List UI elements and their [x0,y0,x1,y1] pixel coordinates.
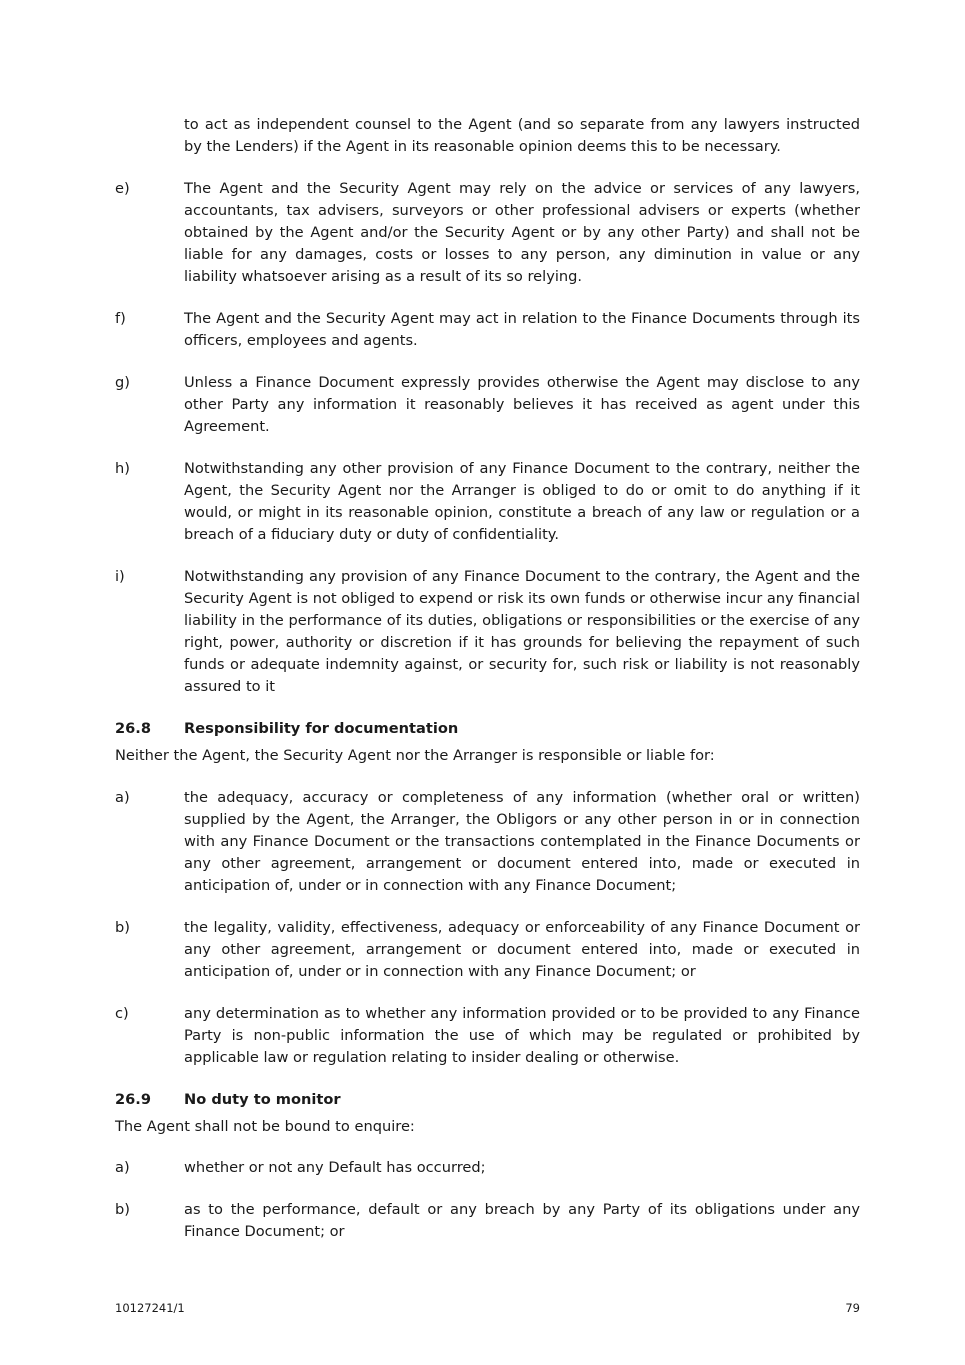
s268-item-a-label: a) [115,789,130,806]
item-f-label: f) [115,310,126,327]
s268-item-a-text: the adequacy, accuracy or completeness of any information (whether oral or written) supplied by the Agent, the Arranger, the Obligors or any other person in or in connection with any Finance Document or the transactions contemplated in the Finance Documents or any other agreement, arrangement or document entered into, made or executed in anticipation of, under or in connection with any Finance Document; [184,789,860,894]
section-26-8-number: 26.8 [115,720,152,737]
section-26-8-heading [115,718,458,740]
continuation-paragraph: to act as independent counsel to the Agent (and so separate from any lawyers instructed by the Lenders) if the Agent in its reasonable opinion deems this to be necessary. [184,116,860,155]
s268-item-c-text: any determination as to whether any information provided or to be provided to any Finance Party is non-public information the use of which may be regulated or prohibited by applicable law or regulation relating to insider dealing or otherwise. [184,1005,860,1066]
item-h-label: h) [115,460,130,477]
footer-page-number: 79 [845,1301,860,1315]
section-26-8-title: Responsibility for documentation [184,720,459,737]
s268-item-c-label: c) [115,1005,129,1022]
item-f-text: The Agent and the Security Agent may act in relation to the Finance Documents through its officers, employees and agents. [184,310,860,349]
section-26-9-heading [115,1089,341,1111]
section-26-8-intro: Neither the Agent, the Security Agent nor the Arranger is responsible or liable for: [115,747,715,764]
item-i-label: i) [115,568,125,585]
item-e-text: The Agent and the Security Agent may rely on the advice or services of any lawyers, accountants, tax advisers, surveyors or other professional advisers or experts (whether obtained by the Agent and/or the Security Agent or by any other Party) and shall not be liable for any damages, costs or losses to any person, any diminution in value or any liability whatsoever arising as a result of its so relying. [184,180,860,285]
section-26-9-intro: The Agent shall not be bound to enquire: [115,1118,415,1135]
item-g-label: g) [115,374,130,391]
s268-item-b-text: the legality, validity, effectiveness, adequacy or enforceability of any Finance Document or any other agreement, arrangement or document entered into, made or executed in anticipation of, under or in connection with any Finance Document; or [184,919,860,980]
s269-item-b-text: as to the performance, default or any breach by any Party of its obligations under any Finance Document; or [184,1201,860,1240]
item-g-text: Unless a Finance Document expressly provides otherwise the Agent may disclose to any other Party any information it reasonably believes it has received as agent under this Agreement. [184,374,860,435]
footer-doc-ref: 10127241/1 [115,1301,185,1315]
item-h-text: Notwithstanding any other provision of any Finance Document to the contrary, neither the Agent, the Security Agent nor the Arranger is obliged to do or omit to do anything if it would, or might in its reasonable opinion, constitute a breach of any law or regulation or a breach of a fiduciary duty or duty of confidentiality. [184,460,860,543]
s269-item-b-label: b) [115,1201,130,1218]
s269-item-a-text: whether or not any Default has occurred; [184,1159,486,1176]
s268-item-b-label: b) [115,919,130,936]
item-i-text: Notwithstanding any provision of any Finance Document to the contrary, the Agent and the Security Agent is not obliged to expend or risk its own funds or otherwise incur any financial liability in the performance of its duties, obligations or responsibilities or the exercise of any right, power, authority or discretion if it has grounds for believing the repayment of such funds or adequate indemnity against, or security for, such risk or liability is not reasonably assured to it [184,568,861,695]
item-e-label: e) [115,180,130,197]
section-26-9-title: No duty to monitor [184,1091,341,1108]
section-26-9-number: 26.9 [115,1091,152,1108]
s269-item-a-label: a) [115,1159,130,1176]
